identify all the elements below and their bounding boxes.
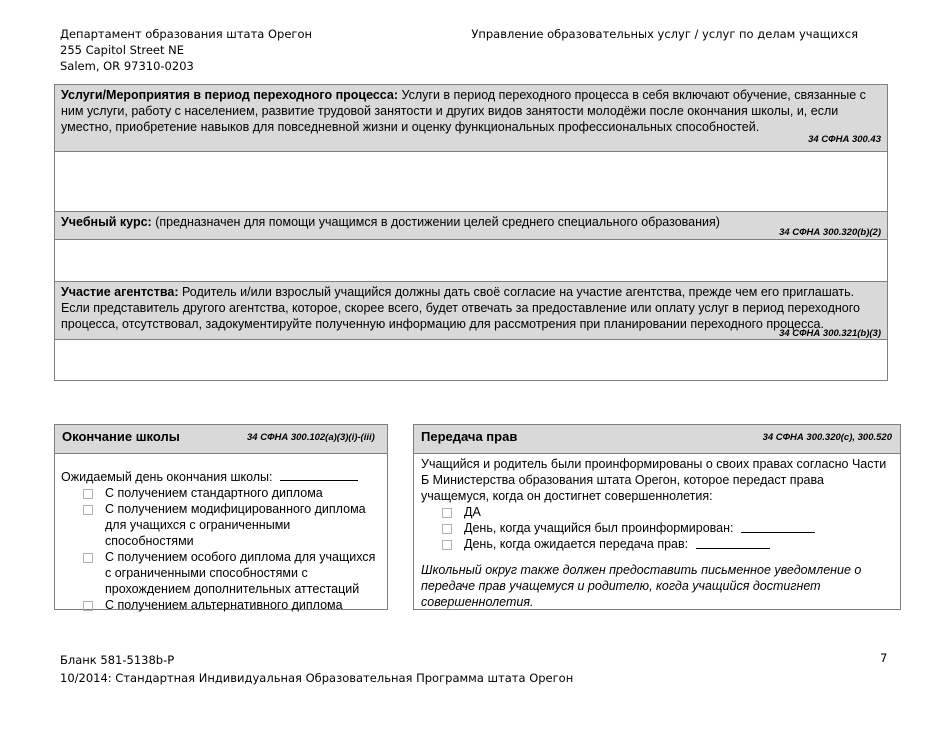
diploma-options xyxy=(61,485,381,613)
transition-table xyxy=(54,84,888,381)
rights-options xyxy=(421,504,892,552)
graduation-header xyxy=(55,425,387,454)
transition-services-header xyxy=(55,85,887,152)
diploma-option-label: С получением особого диплома для учащихся с ограниченными способностями с прохождением дополнительных аттестаций xyxy=(105,550,376,596)
transfer-date-field[interactable] xyxy=(696,536,770,549)
page-number: 7 xyxy=(880,651,888,665)
street-address: 255 Capitol Street NE xyxy=(60,43,185,57)
graduation-citation: 34 СФНА 300.102(a)(3)(i)-(iii) xyxy=(247,432,375,443)
agency-name: Департамент образования штата Орегон xyxy=(60,27,313,41)
checkbox[interactable] xyxy=(83,505,93,515)
expected-graduation-label: Ожидаемый день окончания школы: xyxy=(61,470,273,484)
agency-participation-label: Участие агентства: xyxy=(61,285,179,299)
transfer-of-rights-box xyxy=(413,424,901,610)
form-date-title: 10/2014: Стандартная Индивидуальная Образовательная Программа штата Орегон xyxy=(60,671,574,685)
diploma-option-alternative[interactable] xyxy=(83,597,381,613)
diploma-option-label: С получением стандартного диплома xyxy=(105,486,323,500)
course-of-study-header xyxy=(55,212,887,240)
checkbox[interactable] xyxy=(83,489,93,499)
rights-intro: Учащийся и родитель были проинформированы о своих правах согласно Части Б Министерства образования штата Орегон, которое передаст права учащемуся, когда он достигнет совершеннолетия: xyxy=(421,457,887,503)
graduation-title: Окончание школы xyxy=(62,429,180,444)
diploma-option-extended[interactable] xyxy=(83,549,381,597)
expected-graduation-date-field[interactable] xyxy=(280,468,358,481)
expected-graduation-row xyxy=(61,468,381,485)
rights-option-label: ДА xyxy=(464,505,481,519)
checkbox[interactable] xyxy=(442,540,452,550)
transition-services-text: Услуги в период переходного процесса в себя включают обучение, связанные с ним услуги, работу с населением, развитие трудовой занятости и других видов занятости молодёжи после окончания школы, и, если уместно, приобретение навыков для повседневной жизни и оценку функциональных профессиональных способностей. xyxy=(61,88,866,134)
transfer-of-rights-header xyxy=(414,425,900,454)
diploma-option-label: С получением модифицированного диплома для учащихся с ограниченными способностями xyxy=(105,502,366,548)
rights-option-label: День, когда учащийся был проинформирован: xyxy=(464,521,734,535)
agency-participation-citation: 34 СФНА 300.321(b)(3) xyxy=(779,328,881,339)
checkbox[interactable] xyxy=(83,601,93,611)
graduation-box xyxy=(54,424,388,610)
diploma-option-modified[interactable] xyxy=(83,501,381,549)
graduation-body xyxy=(55,454,387,613)
course-of-study-input[interactable] xyxy=(55,240,887,282)
office-name: Управление образовательных услуг / услуг по делам учащихся xyxy=(471,27,858,41)
rights-note: Школьный округ также должен предоставить письменное уведомление о передаче прав учащемуся и родителю, когда учащийся достигнет совершеннолетия. xyxy=(421,563,862,609)
agency-participation-text: Родитель и/или взрослый учащийся должны дать своё согласие на участие агентства, прежде чем его приглашать. Если представитель другого агентства, которое, скорее всего, будет отвечать за предоставление или оплату услуг в период переходного процесса, отсутствовал, задокументируйте полученную информацию для рассмотрения при планировании переходного процесса. xyxy=(61,285,860,331)
agency-address xyxy=(60,26,312,74)
diploma-option-standard[interactable] xyxy=(83,485,381,501)
rights-option-yes[interactable] xyxy=(442,504,892,520)
checkbox[interactable] xyxy=(442,508,452,518)
form-number: Бланк 581-5138b-P xyxy=(60,653,175,667)
course-of-study-label: Учебный курс: xyxy=(61,215,152,229)
rights-option-label: День, когда ожидается передача прав: xyxy=(464,537,689,551)
transfer-of-rights-title: Передача прав xyxy=(421,429,518,444)
city-zip: Salem, OR 97310-0203 xyxy=(60,59,194,73)
agency-participation-input[interactable] xyxy=(55,340,887,380)
course-of-study-citation: 34 СФНА 300.320(b)(2) xyxy=(779,227,881,238)
checkbox[interactable] xyxy=(83,553,93,563)
transition-services-label: Услуги/Мероприятия в период переходного процесса: xyxy=(61,88,399,102)
transition-services-input[interactable] xyxy=(55,152,887,212)
course-of-study-text: (предназначен для помощи учащимся в достижении целей среднего специального образования) xyxy=(155,215,720,229)
footer xyxy=(60,651,573,687)
rights-option-informed-date[interactable] xyxy=(442,520,892,536)
rights-option-transfer-date[interactable] xyxy=(442,536,892,552)
diploma-option-label: С получением альтернативного диплома xyxy=(105,598,343,612)
transfer-of-rights-citation: 34 СФНА 300.320(c), 300.520 xyxy=(762,432,892,443)
transfer-of-rights-body xyxy=(414,454,900,610)
agency-participation-header xyxy=(55,282,887,340)
informed-date-field[interactable] xyxy=(741,520,815,533)
checkbox[interactable] xyxy=(442,524,452,534)
transition-services-citation: 34 СФНА 300.43 xyxy=(808,134,881,145)
